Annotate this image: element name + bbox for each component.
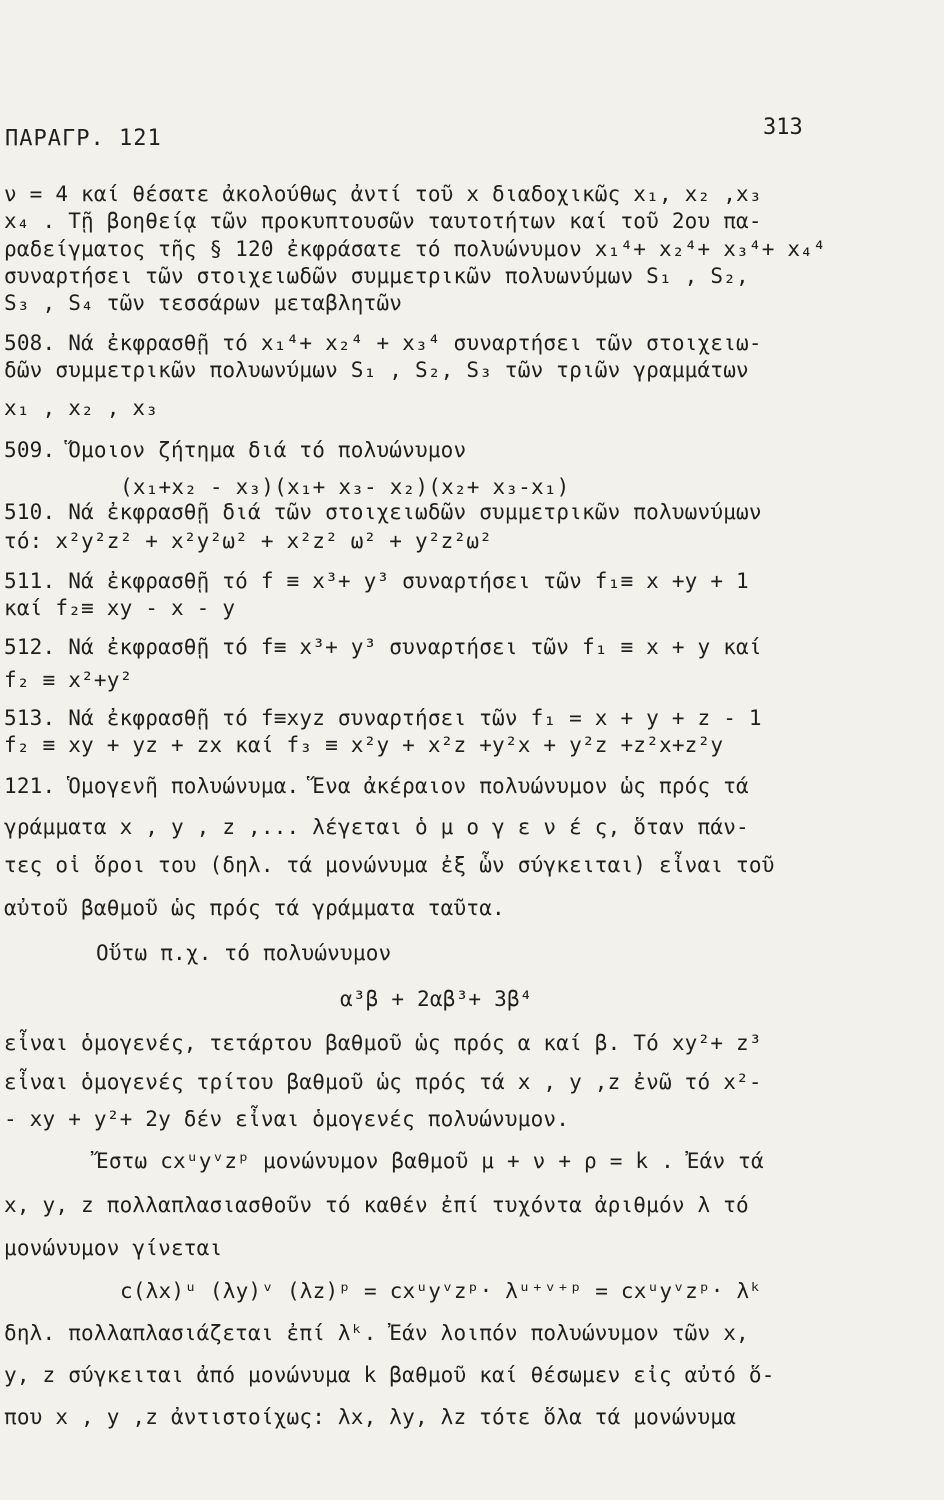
text-line: y, z σύγκειται ἀπό μονώνυμα k βαθμοῦ καί θέσωμεν εἰς αὐτό ὅ- [4,1363,775,1387]
text-line: S₃ , S₄ τῶν τεσσάρων μεταβλητῶν [4,291,403,315]
text-line: f₂ ≡ xy + yz + zx καί f₃ ≡ x²y + x²z +y²x + y²z +z²x+z²y [4,733,724,757]
text-line: Οὕτω π.χ. τό πολυώνυμον [96,941,392,965]
text-line: συναρτήσει τῶν στοιχειωδῶν συμμετρικῶν πολυωνύμων S₁ , S₂, [4,264,749,288]
text-line: εἶναι ὁμογενές τρίτου βαθμοῦ ὡς πρός τά x , y ,z ἐνῶ τό x²- [4,1070,762,1094]
text-line: αὐτοῦ βαθμοῦ ὡς πρός τά γράμματα ταῦτα. [4,896,505,920]
exercise-513: 513. Νά ἐκφρασθῇ τό f≡xyz συναρτήσει τῶν f₁ = x + y + z - 1 [4,706,762,730]
text-line: f₂ ≡ x²+y² [4,668,133,692]
formula-line: α³β + 2αβ³+ 3β⁴ [340,987,533,1011]
formula-510: τό: x²y²z² + x²y²ω² + x²z² ω² + y²z²ω² [4,529,493,553]
page-number: 313 [763,115,803,140]
text-line: καί f₂≡ xy - x - y [4,596,236,620]
exercise-510: 510. Νά ἐκφρασθῇ διά τῶν στοιχειωδῶν συμμετρικῶν πολυωνύμων [4,500,762,524]
text-line: εἶναι ὁμογενές, τετάρτου βαθμοῦ ὡς πρός α καί β. Τό xy²+ z³ [4,1031,762,1055]
text-line: τες οἱ ὅροι του (δηλ. τά μονώνυμα ἐξ ὧν σύγκειται) εἶναι τοῦ [4,853,775,877]
text-line: δῶν συμμετρικῶν πολυωνύμων S₁ , S₂, S₃ τῶν τριῶν γραμμάτων [4,358,749,382]
text-line: που x , y ,z ἀντιστοίχως: λx, λy, λz τότε ὅλα τά μονώνυμα [4,1405,737,1429]
formula-line: c(λx)ᵘ (λy)ᵛ (λz)ᵖ = cxᵘyᵛzᵖ· λᵘ⁺ᵛ⁺ᵖ = cxᵘyᵛzᵖ· λᵏ [120,1279,763,1303]
text-line: x₁ , x₂ , x₃ [4,396,159,420]
text-line: μονώνυμον γίνεται [4,1236,223,1260]
text-line: x₄ . Τῇ βοηθείᾳ τῶν προκυπτουσῶν ταυτοτήτων καί τοῦ 2ου πα- [4,209,762,233]
text-line: γράμματα x , y , z ,... λέγεται ὁ μ ο γ ε ν έ ς, ὅταν πάν- [4,815,749,839]
exercise-508: 508. Νά ἐκφρασθῇ τό x₁⁴+ x₂⁴ + x₃⁴ συναρτήσει τῶν στοιχειω- [4,331,762,355]
text-line: ν = 4 καί θέσατε ἀκολούθως ἀντί τοῦ x διαδοχικῶς x₁, x₂ ,x₃ [4,182,762,206]
section-121: 121. Ὁμογενῆ πολυώνυμα. Ἕνα ἀκέραιον πολυώνυμον ὡς πρός τά [4,774,749,798]
text-line: ραδείγματος τῆς § 120 ἐκφράσατε τό πολυώνυμον x₁⁴+ x₂⁴+ x₃⁴+ x₄⁴ [4,237,826,261]
exercise-511: 511. Νά ἐκφρασθῇ τό f ≡ x³+ y³ συναρτήσει τῶν f₁≡ x +y + 1 [4,569,749,593]
formula-509: (x₁+x₂ - x₃)(x₁+ x₃- x₂)(x₂+ x₃-x₁) [120,475,570,499]
exercise-512: 512. Νά ἐκφρασθῇ τό f≡ x³+ y³ συναρτήσει τῶν f₁ ≡ x + y καί [4,635,762,659]
exercise-509: 509. Ὅμοιον ζήτημα διά τό πολυώνυμον [4,438,467,462]
text-line: Ἔστω cxᵘyᵛzᵖ μονώνυμον βαθμοῦ μ + ν + ρ = k . Ἐάν τά [96,1149,764,1173]
text-line: δηλ. πολλαπλασιάζεται ἐπί λᵏ. Ἐάν λοιπόν πολυώνυμον τῶν x, [4,1321,749,1345]
text-line: x, y, z πολλαπλασιασθοῦν τό καθέν ἐπί τυχόντα ἀριθμόν λ τό [4,1193,749,1217]
text-line: - xy + y²+ 2y δέν εἶναι ὁμογενές πολυώνυμον. [4,1107,570,1131]
section-header: ΠΑΡΑΓΡ. 121 [5,126,162,151]
